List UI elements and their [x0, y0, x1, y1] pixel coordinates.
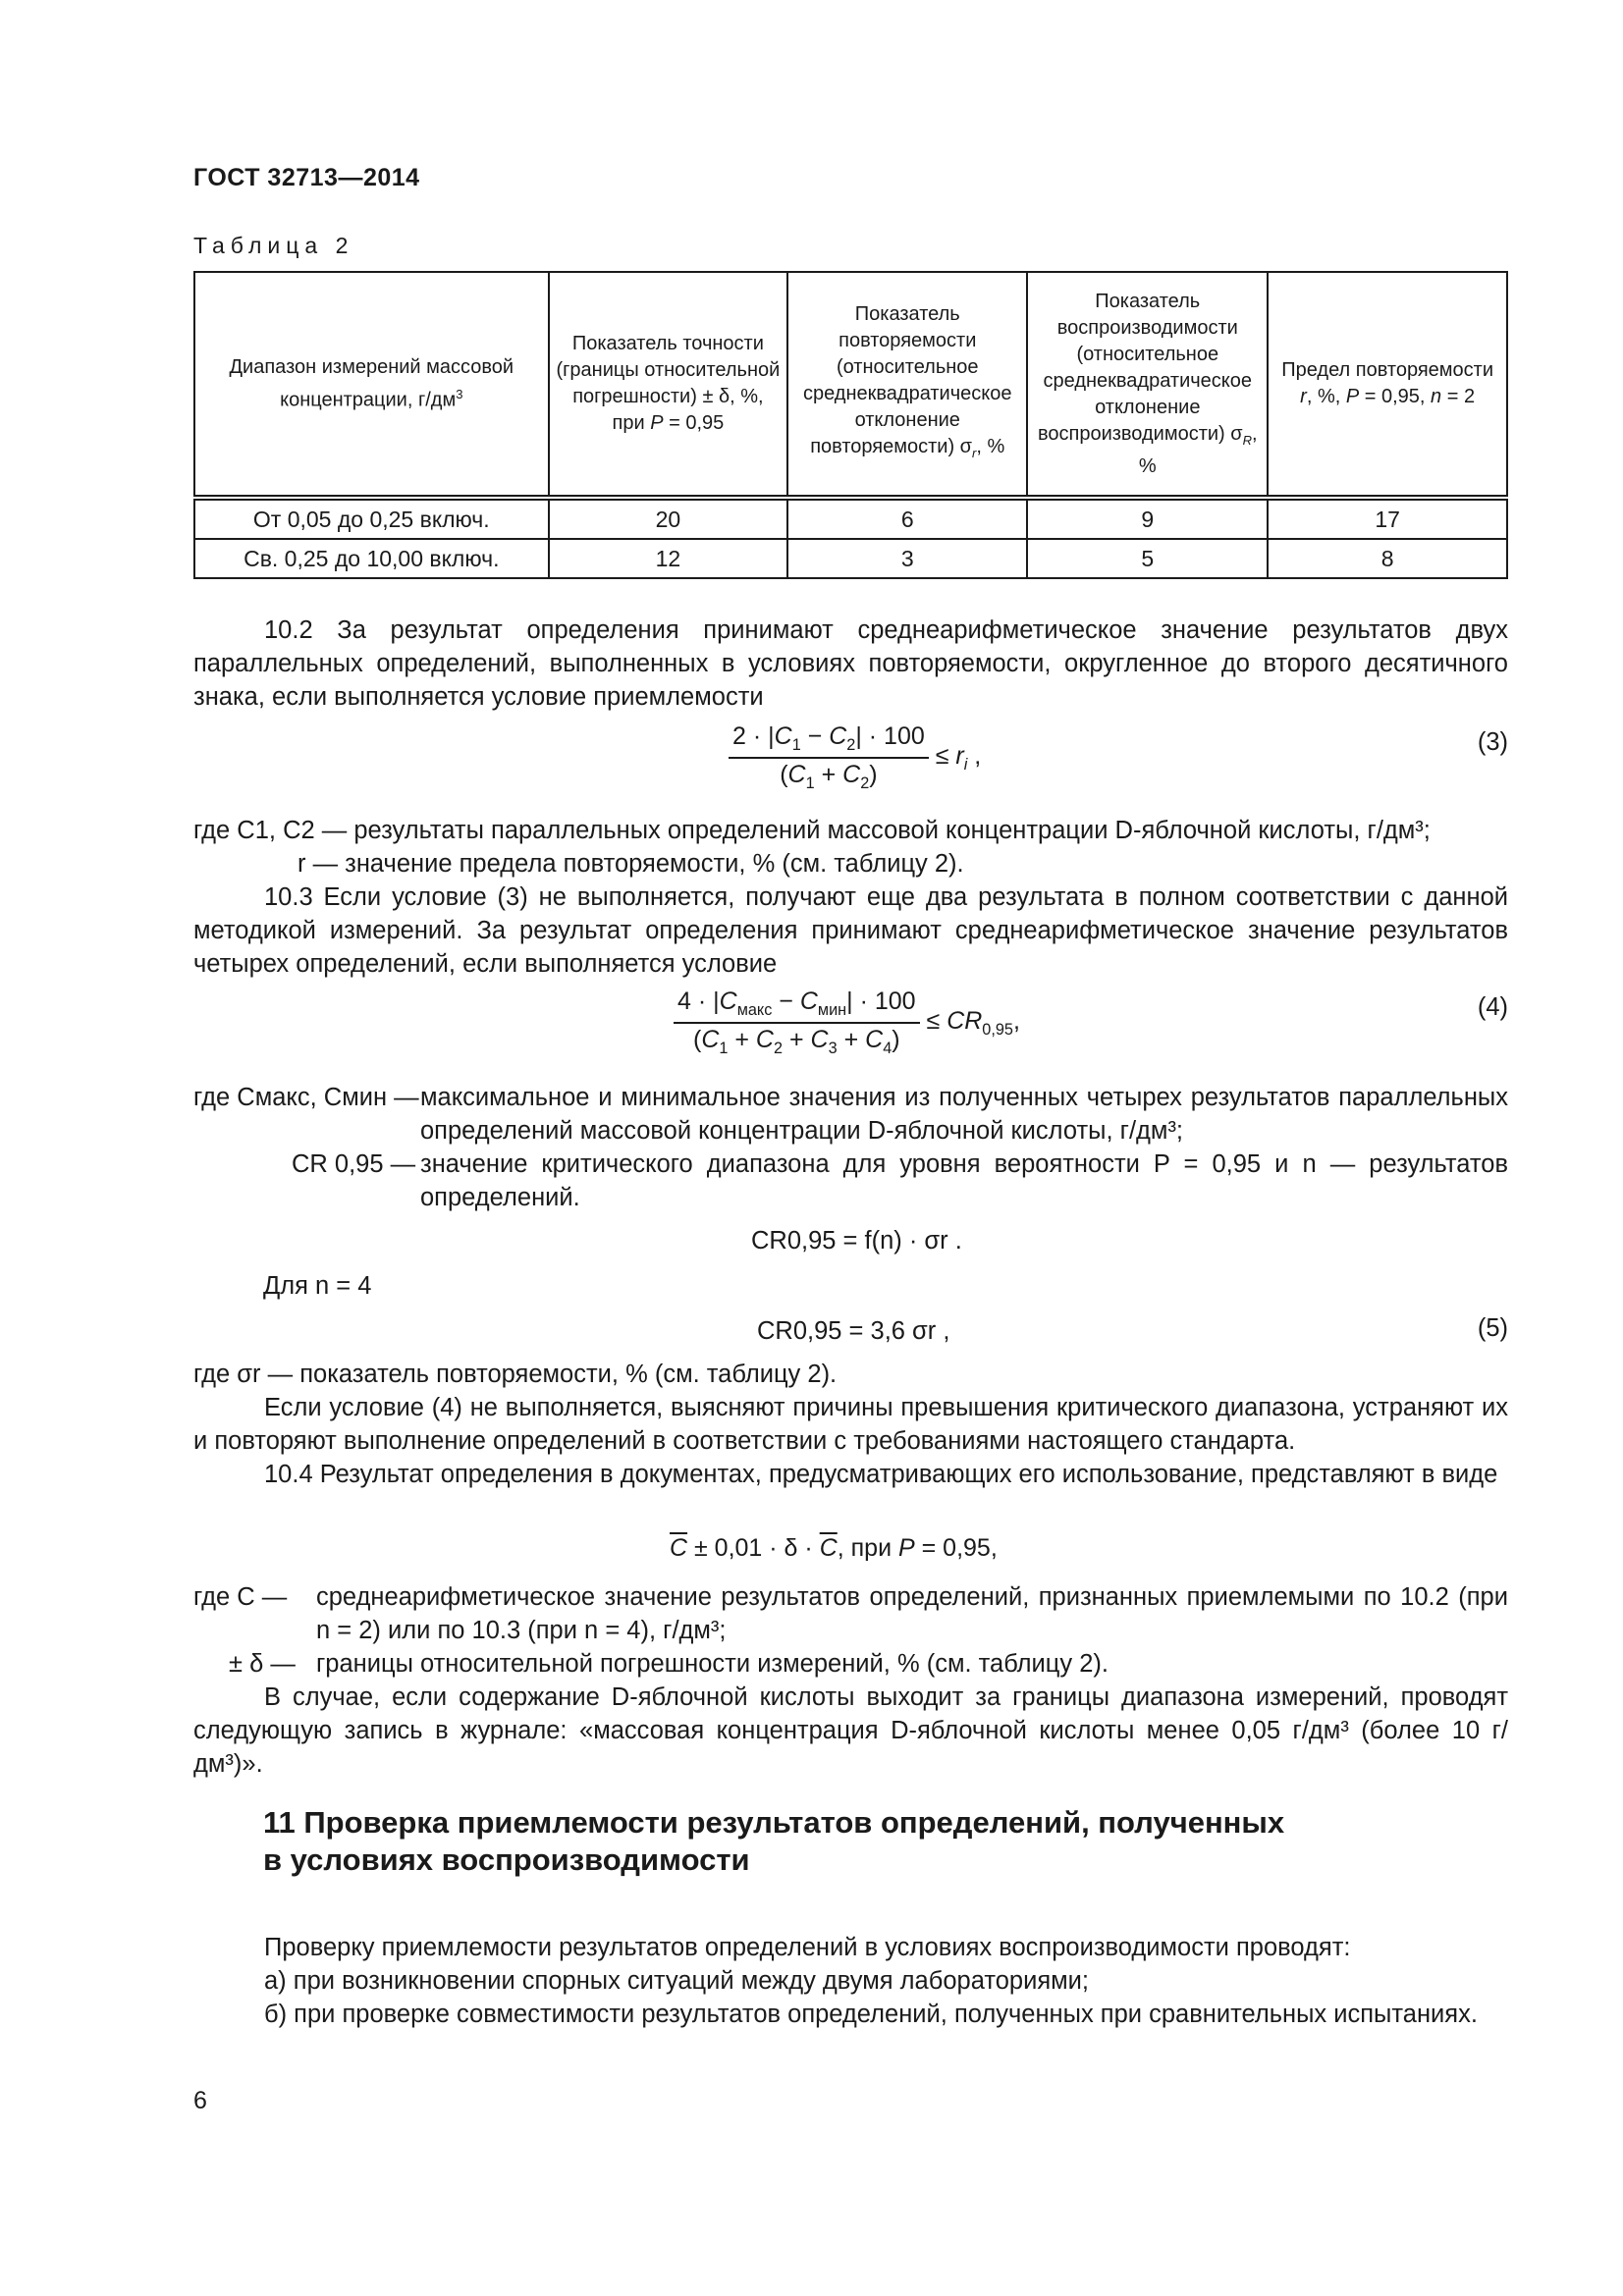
equation-number-5: (5)	[1477, 1314, 1508, 1342]
where-r: r — значение предела повторяемости, % (см. таблицу 2).	[298, 850, 964, 878]
where-cmax-cmin-definition: максимальное и минимальное значения из полученных четырех результатов параллельных определений массовой концентрации D-яблочной кислоты, г/дм³;	[420, 1084, 1508, 1145]
paragraph-10-4: 10.4 Результат определения в документах, предусматривающих его использование, представляют в виде	[264, 1461, 1498, 1488]
where-c1-c2: где C1, C2 — результаты параллельных определений массовой концентрации D-яблочной кислоты, г/дм³;	[193, 817, 1431, 844]
header-cell-limit: Предел повторяемости r, %, P = 0,95, n = 2	[1268, 272, 1507, 498]
paragraph-10-3: 10.3 Если условие (3) не выполняется, получают еще два результата в полном соответствии с данной методикой измерений. За результат определения принимают среднеарифметическое значение результатов четырех определений, если выполняется условие	[193, 883, 1508, 978]
table-header-row	[194, 272, 1507, 498]
table-cell: 8	[1268, 539, 1507, 578]
paragraph-10-2: 10.2 За результат определения принимают среднеарифметическое значение результатов двух параллельных определений, выполненных в условиях повторяемости, округленное до второго десятичного знака, если выполняется условие приемлемости	[193, 616, 1508, 711]
table-row	[194, 539, 1507, 578]
table-cell: 5	[1027, 539, 1268, 578]
for-n-4: Для n = 4	[263, 1272, 372, 1300]
header-cell-accuracy: Показатель точности (границы относительной погрешности) ± δ, %, при P = 0,95	[549, 272, 788, 498]
header-cell-range: Диапазон измерений массовой концентрации, $г/дм^3$	[194, 272, 549, 498]
header-cell-reproducibility: Показатель воспроизводимости (относительное среднеквадратическое отклонение воспроизводимости) $\sigma_R$, %	[1027, 272, 1268, 498]
table-row	[194, 498, 1507, 539]
formula-cr: CR0,95 = f(n) · σr .	[751, 1227, 962, 1255]
table-cell: 6	[787, 498, 1027, 539]
document-code: ГОСТ 32713—2014	[193, 164, 420, 191]
formula-3: $\frac{2 \cdot |C_1 - C_2| \cdot 100}{(C_1 + C_2)}$ ≤ $r_i$ ,	[729, 722, 981, 793]
page-number: 6	[193, 2087, 207, 2114]
where-delta-term: ± δ —	[229, 1650, 296, 1678]
where-cbar-definition: среднеарифметическое значение результатов определений, признанных приемлемыми по 10.2 (при n = 2) или по 10.3 (при n = 4), г/дм³;	[316, 1583, 1508, 1644]
formula-result: $\overline{C} \pm 0,01 \cdot \delta \cdot \overline{C}$, при P = 0,95,	[670, 1534, 998, 1562]
where-cr-term: CR 0,95 —	[292, 1150, 416, 1178]
where-cbar-term: где C —	[193, 1583, 288, 1611]
where-delta-definition: границы относительной погрешности измерений, % (см. таблицу 2).	[316, 1650, 1109, 1678]
table-cell: От 0,05 до 0,25 включ.	[194, 498, 549, 539]
paragraph-out-of-range: В случае, если содержание D-яблочной кислоты выходит за границы диапазона измерений, проводят следующую запись в журнале: «массовая концентрация D-яблочной кислоты менее 0,05 г/дм³ (более 10 г/дм³)».	[193, 1683, 1508, 1778]
formula-5: CR0,95 = 3,6 σr ,	[757, 1317, 950, 1345]
section-11-title	[263, 1804, 1284, 1879]
where-sigma: где σr — показатель повторяемости, % (см. таблицу 2).	[193, 1361, 838, 1388]
table-cell: 3	[787, 539, 1027, 578]
section-11-intro: Проверку приемлемости результатов определений в условиях воспроизводимости проводят:	[264, 1934, 1351, 1961]
formula-result-text: C	[0, 2258, 1, 2259]
where-cr-definition: значение критического диапазона для уровня вероятности P = 0,95 и n — результатов определений.	[420, 1150, 1508, 1211]
table-cell: 20	[549, 498, 788, 539]
equation-number-4: (4)	[1477, 993, 1508, 1021]
formula-4: $\frac{4 \cdot |C_{макс} - C_{мин}| \cdot 100}{(C_1 + C_2 + C_3 + C_4)}$ ≤ $CR_{0,95}$,	[674, 988, 1020, 1058]
table-cell: Св. 0,25 до 10,00 включ.	[194, 539, 549, 578]
where-cmax-cmin-term: где Cмакс, Cмин —	[193, 1084, 419, 1111]
table-cell: 9	[1027, 498, 1268, 539]
header-cell-repeatability: Показатель повторяемости (относительное среднеквадратическое отклонение повторяемости) $\sigma_r$, %	[787, 272, 1027, 498]
table-2	[193, 271, 1508, 579]
section-11-title-line-1: 11 Проверка приемлемости результатов определений, полученных	[263, 1805, 1285, 1840]
section-11-item-b: б) при проверке совместимости результатов определений, полученных при сравнительных испытаниях.	[264, 2001, 1478, 2028]
table-cell: 17	[1268, 498, 1507, 539]
section-11-title-line-2: в условиях воспроизводимости	[263, 1842, 750, 1877]
equation-number-3: (3)	[1477, 728, 1508, 756]
section-11-item-a: а) при возникновении спорных ситуаций между двумя лабораториями;	[264, 1967, 1089, 1995]
table-caption: Таблица 2	[193, 233, 354, 258]
table-cell: 12	[549, 539, 788, 578]
paragraph-condition-not-met: Если условие (4) не выполняется, выясняют причины превышения критического диапазона, устраняют их и повторяют выполнение определений в соответствии с требованиями настоящего стандарта.	[193, 1394, 1508, 1455]
